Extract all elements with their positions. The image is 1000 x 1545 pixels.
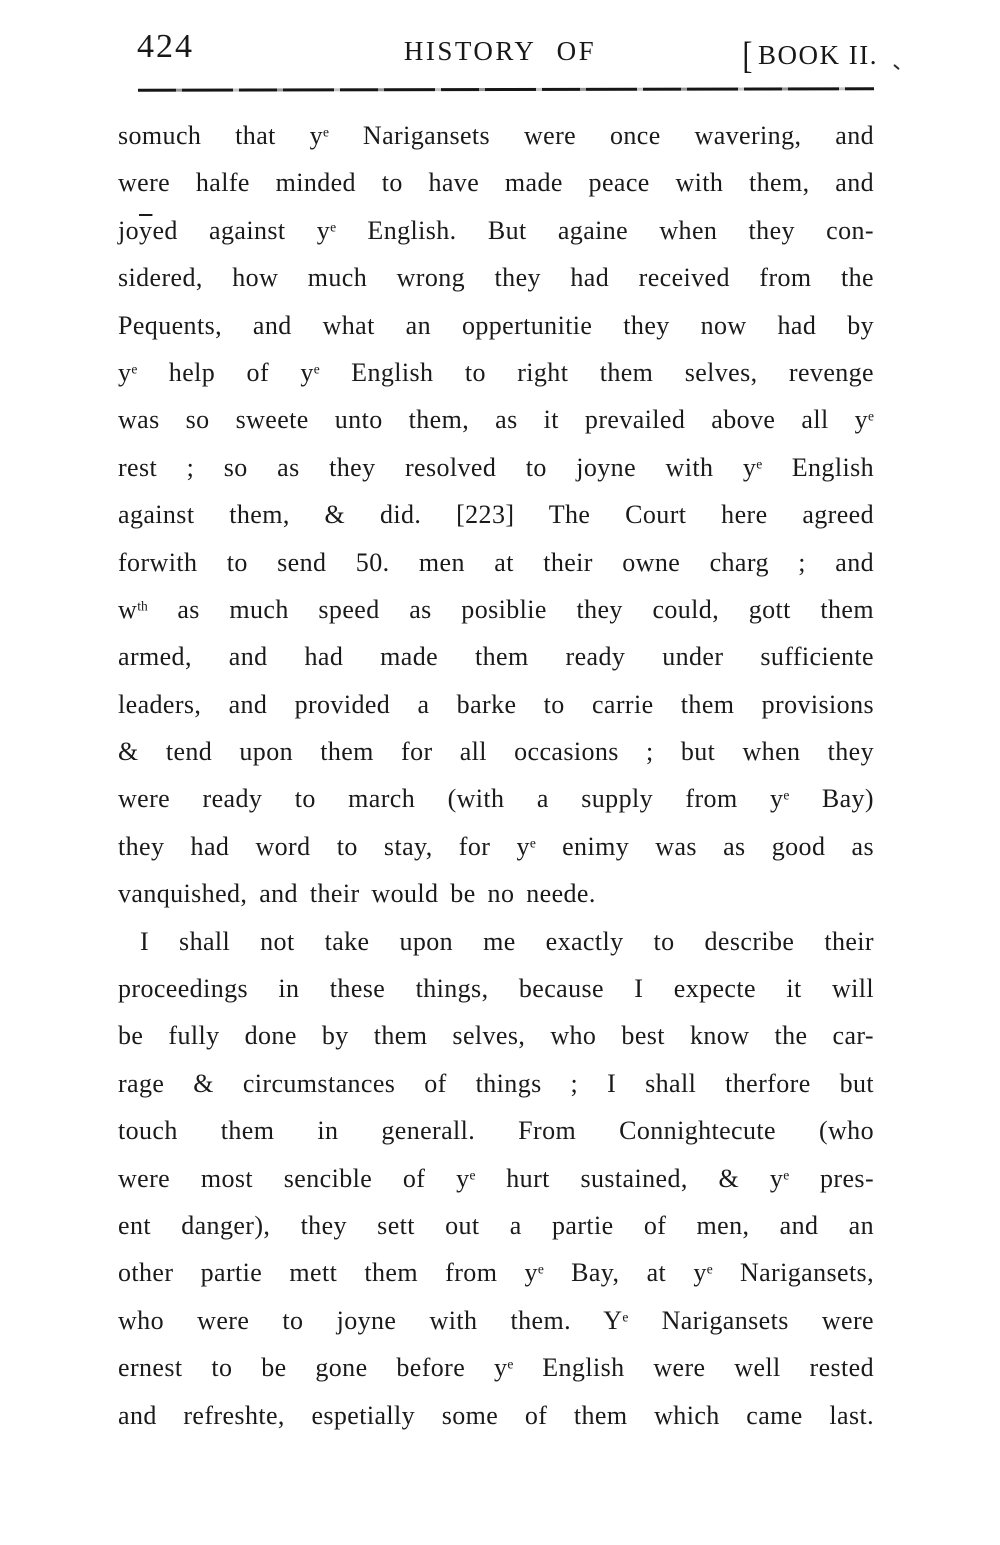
book-label-text: BOOK II.	[758, 40, 878, 71]
page-number: 424	[137, 28, 194, 65]
text-line: $jo\overline{y}ed$ against $y^e$ English. But againe when they con-	[118, 215, 874, 245]
text-line: were most sencible of $y^e$ hurt sustained, & $y^e$ pres-	[118, 1163, 875, 1193]
superscript-abbreviation: e	[469, 1167, 476, 1183]
text-line: vanquished, and their would be no neede.	[118, 879, 596, 909]
header-rule-divider	[138, 87, 874, 91]
text-line: touch them in generall. From Connightecute (who	[118, 1116, 874, 1146]
text-line: was so sweete unto them, as it prevailed above all $y^e$	[118, 405, 874, 435]
running-head-title: HISTORY OF	[403, 36, 597, 66]
text-line: armed, and had made them ready under sufficiente	[118, 642, 874, 672]
text-line: sidered, how much wrong they had received from the	[118, 263, 874, 293]
book-label	[741, 34, 878, 78]
text-line: who were to joyne with them. $Y^e$ Narigansets were	[118, 1305, 874, 1335]
text-line: somuch that $y^e$ Narigansets were once wavering, and	[118, 121, 874, 150]
text-line: they had word to stay, for $y^e$ enimy was as good as	[118, 831, 875, 861]
text-line: proceedings in these things, because I expecte it will	[118, 974, 874, 1004]
text-line: other partie mett them from $y^e$ Bay, at $y^e$ Narigansets,	[118, 1258, 874, 1288]
superscript-abbreviation: e	[706, 1261, 713, 1277]
superscript-abbreviation: e	[783, 788, 790, 804]
text-line: were halfe minded to have made peace with them, and	[118, 168, 874, 198]
text-line: be fully done by them selves, who best know the car-	[118, 1021, 874, 1051]
text-line: Pequents, and what an oppertunitie they now had by	[118, 310, 874, 340]
superscript-abbreviation: e	[131, 361, 138, 377]
superscript-abbreviation: e	[783, 1167, 790, 1183]
text-line: $y^e$ help of $y^e$ English to right them selves, revenge	[118, 357, 874, 387]
text-line: were ready to march (with a supply from $y^e$ Bay)	[118, 784, 874, 814]
text-line: I shall not take upon me exactly to describe their	[140, 926, 874, 956]
superscript-abbreviation: th	[137, 598, 148, 614]
superscript-abbreviation: e	[529, 835, 536, 851]
superscript-abbreviation: e	[507, 1356, 514, 1372]
superscript-abbreviation: e	[537, 1261, 544, 1277]
text-line: forwith to send 50. men at their owne charg ; and	[118, 547, 874, 577]
text-line: leaders, and provided a barke to carrie them provisions	[118, 689, 874, 719]
text-line: rage & circumstances of things ; I shall therfore but	[118, 1068, 874, 1098]
text-line: & tend upon them for all occasions ; but when they	[118, 737, 874, 767]
text-line: ernest to be gone before $y^e$ English were well rested	[118, 1353, 874, 1383]
macron-letter: $\overline{y}$	[139, 215, 153, 245]
opening-bracket: [	[742, 35, 754, 77]
text-line: against them, & did. [223] The Court here agreed	[118, 500, 874, 530]
superscript-abbreviation: e	[622, 1309, 629, 1325]
text-line: $w^{th}$ as much speed as posiblie they could, gott them	[118, 594, 874, 624]
superscript-abbreviation: e	[313, 361, 320, 377]
superscript-abbreviation: e	[330, 219, 337, 235]
superscript-abbreviation: e	[323, 124, 330, 140]
superscript-abbreviation: e	[868, 408, 874, 424]
superscript-abbreviation: e	[756, 456, 763, 472]
page-text-body	[118, 112, 874, 1439]
text-line: and refreshte, espetially some of them which came last.	[118, 1400, 874, 1430]
text-line: ent danger), they sett out a partie of men, and an	[118, 1210, 874, 1240]
text-line: rest ; so as they resolved to joyne with $y^e$ English	[118, 452, 874, 482]
